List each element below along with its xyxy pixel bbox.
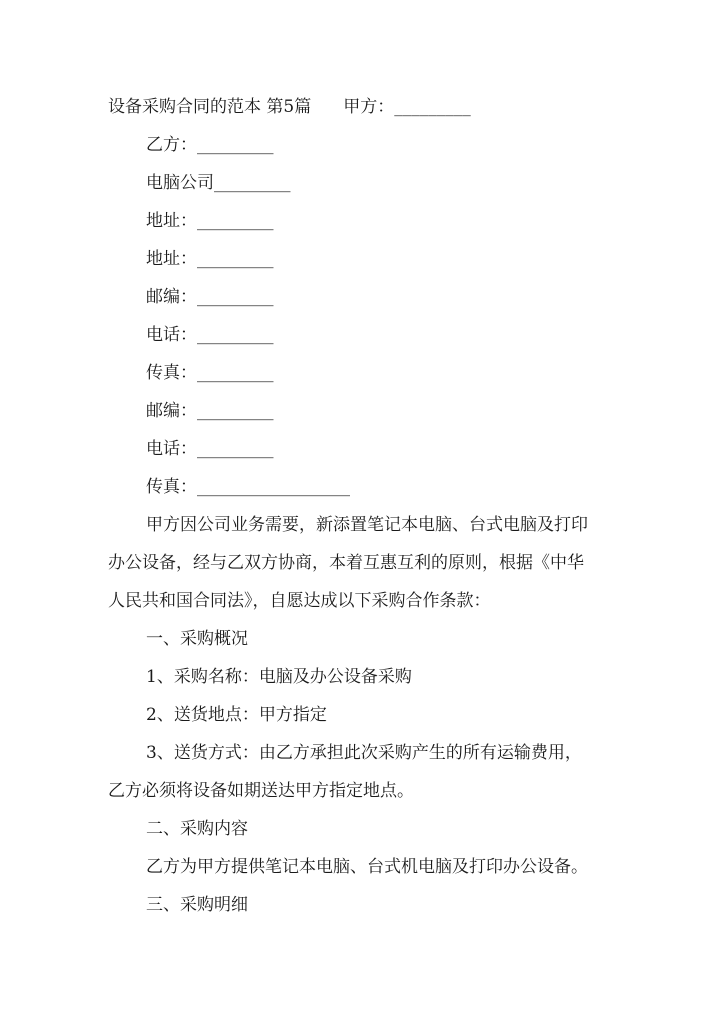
section-3-heading: 三、采购明细 (146, 895, 248, 915)
fax-field-1: 传真：_________ (146, 363, 274, 383)
address-field-1: 地址：_________ (146, 211, 274, 231)
section-2-body: 乙方为甲方提供笔记本电脑、台式机电脑及打印办公设备。 (146, 857, 588, 877)
party-a-field: 甲方：_________ (343, 97, 471, 117)
section-1-item-3-line-2: 乙方必须将设备如期送达甲方指定地点。 (108, 781, 414, 801)
address-field-2: 地址：_________ (146, 249, 274, 269)
section-1-item-1: 1、采购名称：电脑及办公设备采购 (146, 667, 412, 687)
section-2-heading: 二、采购内容 (146, 819, 248, 839)
party-b-field: 乙方：_________ (146, 135, 274, 155)
title-line (108, 96, 471, 118)
section-1-item-3-line-1: 3、送货方式：由乙方承担此次采购产生的所有运输费用， (146, 743, 582, 763)
fax-field-2: 传真：__________________ (146, 477, 350, 497)
postcode-field-1: 邮编：_________ (146, 287, 274, 307)
intro-paragraph-line-1: 甲方因公司业务需要，新添置笔记本电脑、台式电脑及打印 (146, 515, 588, 535)
postcode-field-2: 邮编：_________ (146, 401, 274, 421)
computer-company-field: 电脑公司_________ (146, 173, 291, 193)
intro-paragraph-line-3: 人民共和国合同法》，自愿达成以下采购合作条款： (108, 591, 491, 611)
document-title: 设备采购合同的范本 第5篇 (108, 97, 312, 117)
phone-field-1: 电话：_________ (146, 325, 274, 345)
intro-paragraph-line-2: 办公设备，经与乙双方协商，本着互惠互利的原则，根据《中华 (108, 553, 584, 573)
phone-field-2: 电话：_________ (146, 439, 274, 459)
section-1-heading: 一、采购概况 (146, 629, 248, 649)
section-1-item-2: 2、送货地点：甲方指定 (146, 705, 327, 725)
